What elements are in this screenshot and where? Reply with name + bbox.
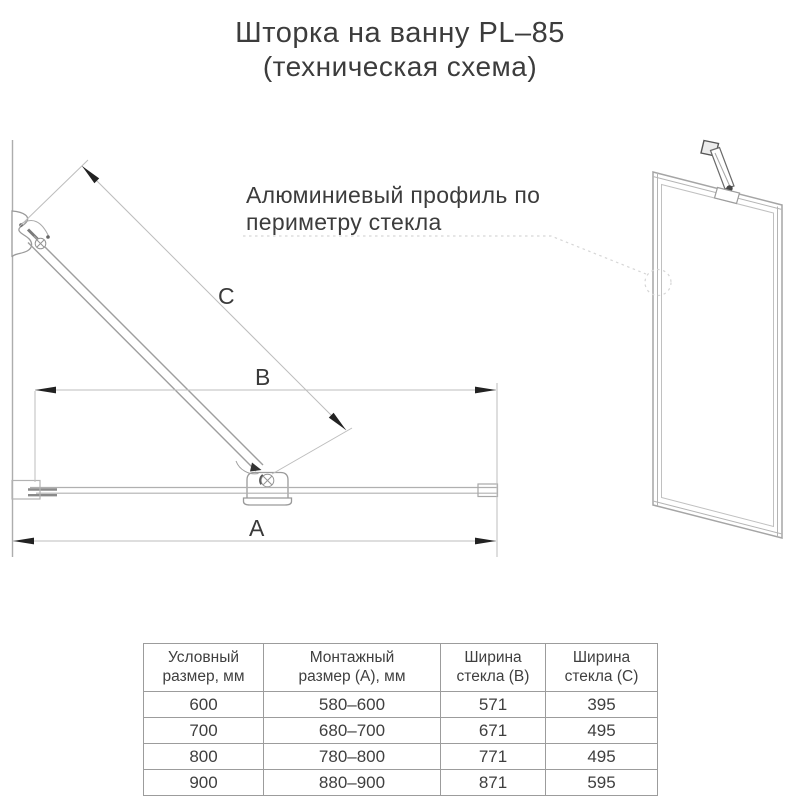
support-arm-side <box>28 236 263 471</box>
cell-width-c: 495 <box>546 718 658 744</box>
size-table-header-row <box>144 644 658 692</box>
profile-annotation-line2: периметру стекла <box>246 209 442 235</box>
table-row <box>144 744 658 770</box>
cell-mounting: 780–800 <box>264 744 441 770</box>
profile-annotation-line1: Алюминиевый профиль по <box>246 182 541 208</box>
cell-mounting: 680–700 <box>264 718 441 744</box>
header-mounting-size: Монтажный размер (А), мм <box>264 644 441 692</box>
cell-width-c: 395 <box>546 692 658 718</box>
cell-width-c: 495 <box>546 744 658 770</box>
callout-leader-line <box>243 236 671 296</box>
table-row <box>144 718 658 744</box>
dimension-b <box>35 383 497 557</box>
header-glass-width-c: Ширина стекла (С) <box>546 644 658 692</box>
wall-hinge-bracket <box>12 211 50 257</box>
header-glass-width-b: Ширина стекла (В) <box>441 644 546 692</box>
glass-panel-front-view <box>653 172 782 538</box>
bottom-profile <box>12 481 498 500</box>
cell-width-b: 571 <box>441 692 546 718</box>
size-table <box>143 643 658 796</box>
page-title-line1: Шторка на ванну PL–85 <box>235 17 565 49</box>
cell-width-b: 871 <box>441 770 546 796</box>
page-title <box>0 16 800 84</box>
dimension-label-b: B <box>255 364 271 390</box>
cell-width-b: 771 <box>441 744 546 770</box>
table-row <box>144 692 658 718</box>
cell-mounting: 880–900 <box>264 770 441 796</box>
table-row <box>144 770 658 796</box>
dimension-label-a: A <box>249 515 265 541</box>
cell-nominal: 900 <box>144 770 264 796</box>
profile-annotation <box>246 182 576 236</box>
cell-nominal: 700 <box>144 718 264 744</box>
cell-width-b: 671 <box>441 718 546 744</box>
dimension-label-c: C <box>218 283 236 309</box>
cell-nominal: 800 <box>144 744 264 770</box>
page-title-line2: (техническая схема) <box>262 51 538 82</box>
cell-mounting: 580–600 <box>264 692 441 718</box>
header-nominal-size: Условный размер, мм <box>144 644 264 692</box>
cell-width-c: 595 <box>546 770 658 796</box>
cell-nominal: 600 <box>144 692 264 718</box>
